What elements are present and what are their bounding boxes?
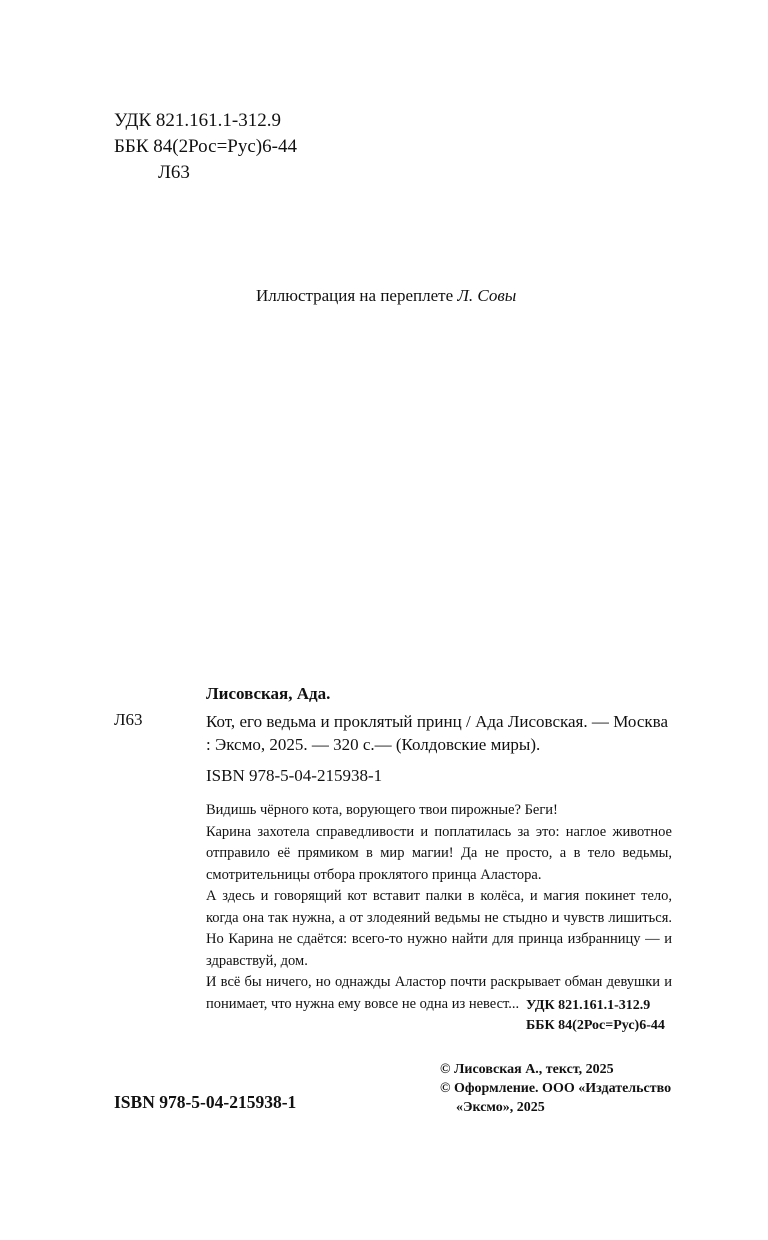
annotation-paragraph: И всё бы ничего, но однажды Аластор почти раскрывает обман девушки и понимает, что нужна ему вовсе не одна из невест... (206, 974, 672, 1012)
author-mark: Л63 (158, 162, 190, 183)
illustration-prefix: Иллюстрация на переплете (256, 286, 458, 305)
udk-code: УДК 821.161.1-312.9 (114, 110, 281, 131)
copyright-design: © Оформление. ООО «Издательство (440, 1081, 672, 1096)
copyright-design-continued: «Эксмо», 2025 (456, 1100, 545, 1115)
annotation (206, 800, 672, 1015)
footer-udk: УДК 821.161.1-312.9 (526, 998, 651, 1013)
record-isbn: ISBN 978-5-04-215938-1 (206, 766, 383, 785)
isbn-bottom: ISBN 978-5-04-215938-1 (114, 1092, 297, 1112)
annotation-paragraph: А здесь и говорящий кот вставит палки в колёса, и магия покинет тело, когда она так нужна, а от злодеяний ведьмы не стыдно и чувств лишиться. Но Карина не сдаётся: всего-то нужно найти для принца избранницу — и здравствуй, дом. (206, 888, 672, 969)
record-author-mark: Л63 (114, 710, 143, 729)
copyright-text: © Лисовская А., текст, 2025 (440, 1062, 614, 1077)
footer-classification (526, 996, 665, 1036)
bibliographic-description: Кот, его ведьма и проклятый принц / Ада Лисовская. — Москва : Эксмо, 2025. — 320 с.— (Колдовские миры). (206, 712, 668, 754)
record-author: Лисовская, Ада. (206, 684, 331, 703)
annotation-paragraph: Карина захотела справедливости и поплатилась за это: наглое животное отправило её прямиком в мир магии! Да не просто, а в тело ведьмы, смотрительницы отбора проклятого принца Аластора. (206, 823, 672, 883)
bbk-code: ББК 84(2Рос=Рус)6-44 (114, 136, 297, 157)
copyright-block (440, 1060, 671, 1117)
annotation-paragraph: Видишь чёрного кота, ворующего твои пирожные? Беги! (206, 802, 558, 818)
footer-bbk: ББК 84(2Рос=Рус)6-44 (526, 1018, 665, 1033)
illustration-credit (256, 286, 516, 306)
classification-block (114, 108, 297, 186)
illustration-artist: Л. Совы (457, 286, 517, 305)
